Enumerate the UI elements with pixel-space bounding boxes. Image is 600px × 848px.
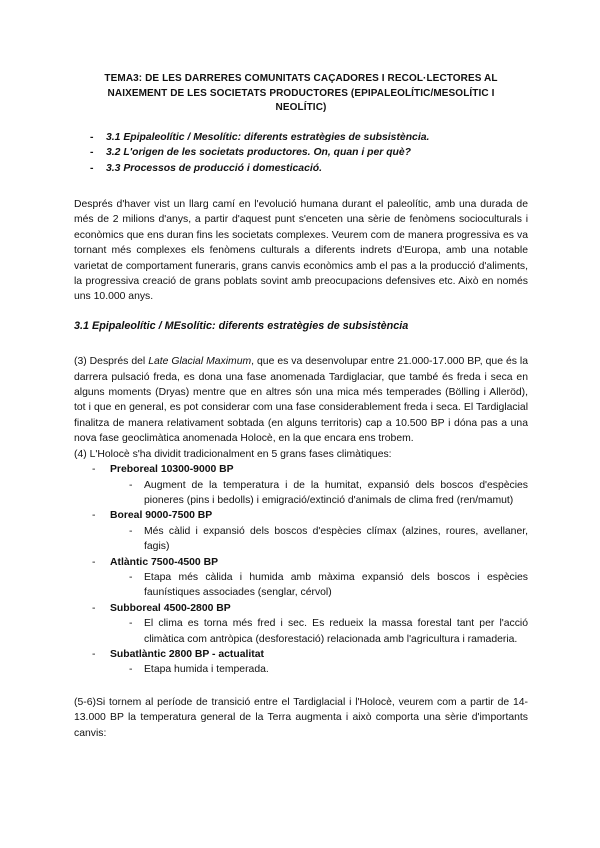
toc-item: - 3.2 L'origen de les societats productores. On, quan i per què? [74,145,528,161]
phase-item [74,601,528,616]
phase-details [74,524,528,555]
holocene-intro: (4) L'Holocè s'ha dividit tradicionalment en 5 grans fases climàtiques: [74,448,392,460]
phase-details [74,616,528,647]
phase-bullet: - [92,556,96,568]
phase-name: Boreal 9000-7500 BP [110,510,213,522]
paragraph-rest: , que es va desenvolupar entre 21.000-17.000 BP, que és la darrera pulsació freda, es dona una fase anomenada Tardiglaciar, que també és freda i seca en alguns moments (Dryas) mentre que en altres són una mica més temperades (Bölling i Alleröd), tot i que en general, es pot considerar com una fase considerablement freda i seca. El Tardiglacial finalitza de manera relativament sobtada (en alguns territoris) cap a 10.500 BP i dóna pas a una nova fase geoclimàtica anomenada Holocè, en la que encara ens trobem. [74,356,528,445]
phase-detail-text: Etapa més càlida i humida amb màxima expansió dels boscos i espècies faunístiques associades (senglar, cérvol) [144,571,528,599]
phase-item [74,462,528,477]
late-glacial-paragraph [74,354,528,446]
paragraph-prefix: (3) Després del [74,356,149,368]
phase-item [74,555,528,570]
phase-detail-text: El clima es torna més fred i sec. Es redueix la massa forestal tant per l'acció climàtica com antròpica (desforestació) relacionada amb l'agricultura i ramaderia. [144,618,528,645]
phase-detail-text: Més càlid i expansió dels boscos d'espècies clímax (alzines, roures, avellaner, fagis) [144,525,528,553]
document-title: TEMA3: DE LES DARRERES COMUNITATS CAÇADORES I RECOL·LECTORES AL NAIXEMENT DE LES SOCIETATS PRODUCTORES (EPIPALEOLÍTIC/MESOLÍTIC I NEOLÍTIC) [104,73,498,113]
late-glacial-term: Late Glacial Maximum [148,356,252,368]
phase-detail: - El clima es torna més fred i sec. Es redueix la massa forestal tant per l'acció climàtica com antròpica (desforestació) relacionada amb l'agricultura i ramaderia. [129,618,528,645]
section-heading: 3.1 Epipaleolític / MEsolític: diferents estratègies de subsistència [74,319,409,332]
phase-details [74,570,528,601]
transition-paragraph: (5-6)Si tornem al període de transició entre el Tardiglacial i l'Holocè, veurem com a partir de 14-13.000 BP la temperatura general de la Terra augmenta i això comporta una sèrie d'importants canvis: [74,696,528,739]
climate-phases-list [74,462,528,678]
phase-detail: - Etapa més càlida i humida amb màxima expansió dels boscos i espècies faunístiques associades (senglar, cérvol) [129,571,528,599]
phase-detail: - Etapa humida i temperada. [129,664,269,676]
phase-detail-text: Augment de la temperatura i de la humitat, expansió dels boscos d'espècies pioneres (pins i bedolls) i emigració/extinció d'animals de clima fred (ren/mamut) [144,479,528,506]
phase-name: Subatlàntic 2800 BP - actualitat [110,648,264,660]
intro-paragraph: Després d'haver vist un llarg camí en l'evolució humana durant el paleolític, amb una durada de més de 2 milions d'anys, a partir d'aquest punt s'enceten una sèrie de fenòmens socioculturals i econòmics que ens duran fins les societats complexes. Veurem com de manera progressiva es va tornant més complexes els fenòmens culturals a diferents indrets d'Europa, amb una notable varietat de comportament funeraris, grans canvis econòmics amb el pas a la producció d'aliments, la progressiva creació de grans poblats sovint amb preocupacions defensives etc. Això en només uns 10.000 anys. [74,199,528,303]
phase-name: Atlàntic 7500-4500 BP [110,556,219,568]
phase-item [74,647,528,662]
phase-bullet: - [92,648,96,660]
toc-item: - 3.1 Epipaleolític / Mesolític: diferents estratègies de subsistència. [74,130,528,146]
toc-item: - 3.3 Processos de producció i domesticació. [74,161,528,177]
phase-detail-text: Etapa humida i temperada. [144,664,269,676]
phase-name: Subboreal 4500-2800 BP [110,602,231,614]
phase-bullet: - [92,602,96,614]
table-of-contents [74,130,528,177]
phase-details [74,478,528,509]
phase-bullet: - [92,464,96,476]
phase-details [74,662,528,677]
phase-name: Preboreal 10300-9000 BP [110,464,234,476]
phase-item [74,508,528,523]
phase-detail: - Més càlid i expansió dels boscos d'espècies clímax (alzines, roures, avellaner, fagis) [129,525,528,553]
phase-detail: - Augment de la temperatura i de la humitat, expansió dels boscos d'espècies pioneres (pins i bedolls) i emigració/extinció d'animals de clima fred (ren/mamut) [129,479,528,506]
phase-bullet: - [92,510,96,522]
